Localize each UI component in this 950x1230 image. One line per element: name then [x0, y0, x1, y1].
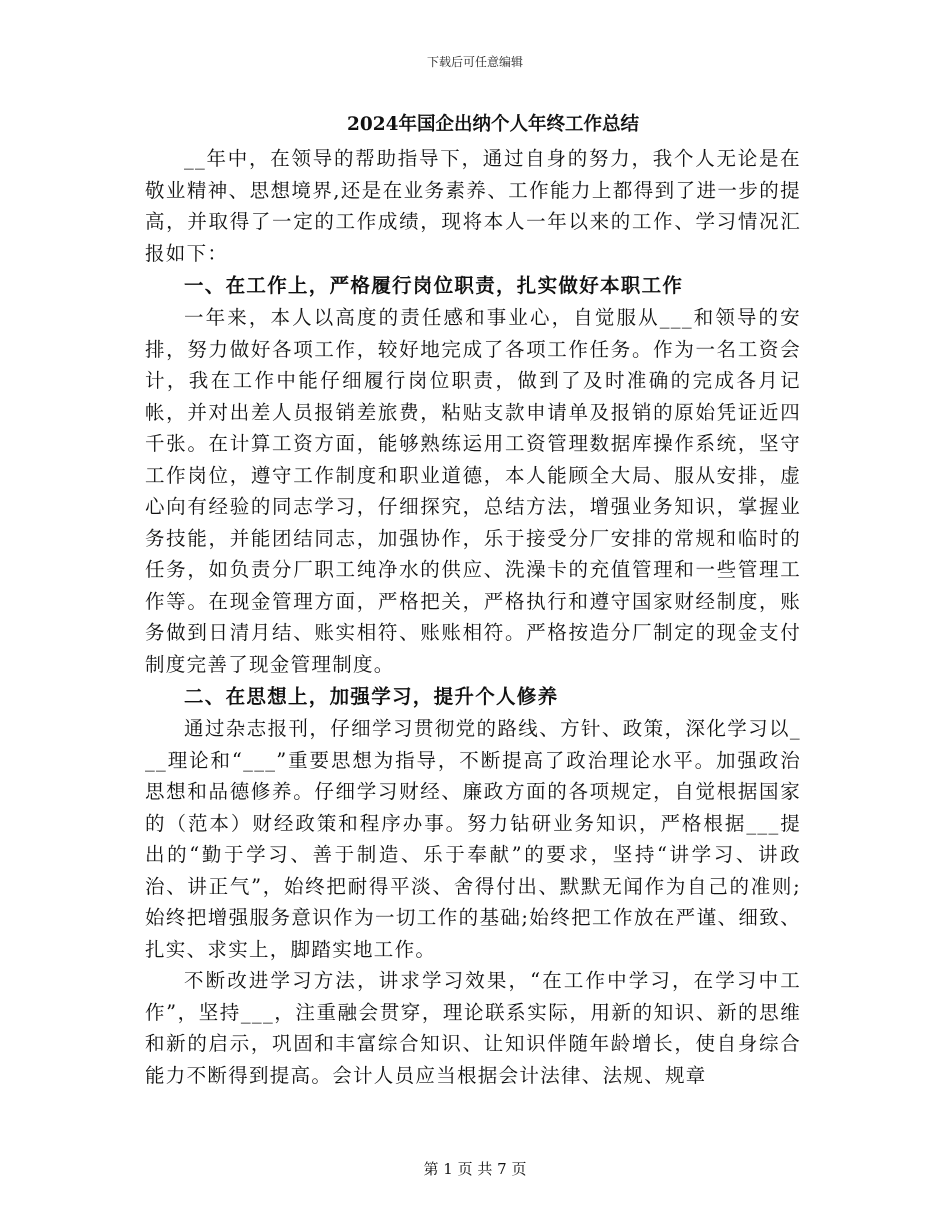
- intro-paragraph: __年中，在领导的帮助指导下，通过自身的努力，我个人无论是在敬业精神、思想境界,还是在业务素养、工作能力上都得到了进一步的提高，并取得了一定的工作成绩，现将本人一年以来的工作、学习情况汇报如下：: [145, 147, 801, 265]
- section-heading-2: 二、在思想上，加强学习，提升个人修养: [184, 685, 559, 708]
- page-number-footer: 第 1 页 共 7 页: [423, 1160, 527, 1178]
- section-2-paragraph-1: 通过杂志报刊，仔细学习贯彻党的路线、方针、政策，深化学习以___理论和“___”重要思想为指导，不断提高了政治理论水平。加强政治思想和品德修养。仔细学习财经、廉政方面的各项规定，自觉根据国家的（范本）财经政策和程序办事。努力钻研业务知识，严格根据___提出的“勤于学习、善于制造、乐于奉献”的要求，坚持“讲学习、讲政治、讲正气”，始终把耐得平淡、舍得付出、默默无闻作为自己的准则;始终把增强服务意识作为一切工作的基础;始终把工作放在严谨、细致、扎实、求实上，脚踏实地工作。: [145, 717, 801, 961]
- document-title: 2024年国企出纳个人年终工作总结: [347, 114, 639, 135]
- header-note: 下载后可任意编辑: [426, 55, 523, 69]
- section-heading-1: 一、在工作上，严格履行岗位职责，扎实做好本职工作: [184, 274, 684, 297]
- section-1-paragraph: 一年来，本人以高度的责任感和事业心，自觉服从___和领导的安排，努力做好各项工作，较好地完成了各项工作任务。作为一名工资会计，我在工作中能仔细履行岗位职责，做到了及时准确的完成各月记帐，并对出差人员报销差旅费，粘贴支款申请单及报销的原始凭证近四千张。在计算工资方面，能够熟练运用工资管理数据库操作系统，坚守工作岗位，遵守工作制度和职业道德，本人能顾全大局、服从安排，虚心向有经验的同志学习，仔细探究，总结方法，增强业务知识，掌握业务技能，并能团结同志，加强协作，乐于接受分厂安排的常规和临时的任务，如负责分厂职工纯净水的供应、洗澡卡的充值管理和一些管理工作等。在现金管理方面，严格把关，严格执行和遵守国家财经制度，账务做到日清月结、账实相符、账账相符。严格按造分厂制定的现金支付制度完善了现金管理制度。: [145, 306, 801, 676]
- document-body: [145, 110, 801, 1091]
- section-2-paragraph-2: 不断改进学习方法，讲求学习效果，“在工作中学习，在学习中工作”，坚持___，注重融会贯穿，理论联系实际，用新的知识、新的思维和新的启示，巩固和丰富综合知识、让知识伴随年龄增长，使自身综合能力不断得到提高。会计人员应当根据会计法律、法规、规章: [145, 969, 801, 1087]
